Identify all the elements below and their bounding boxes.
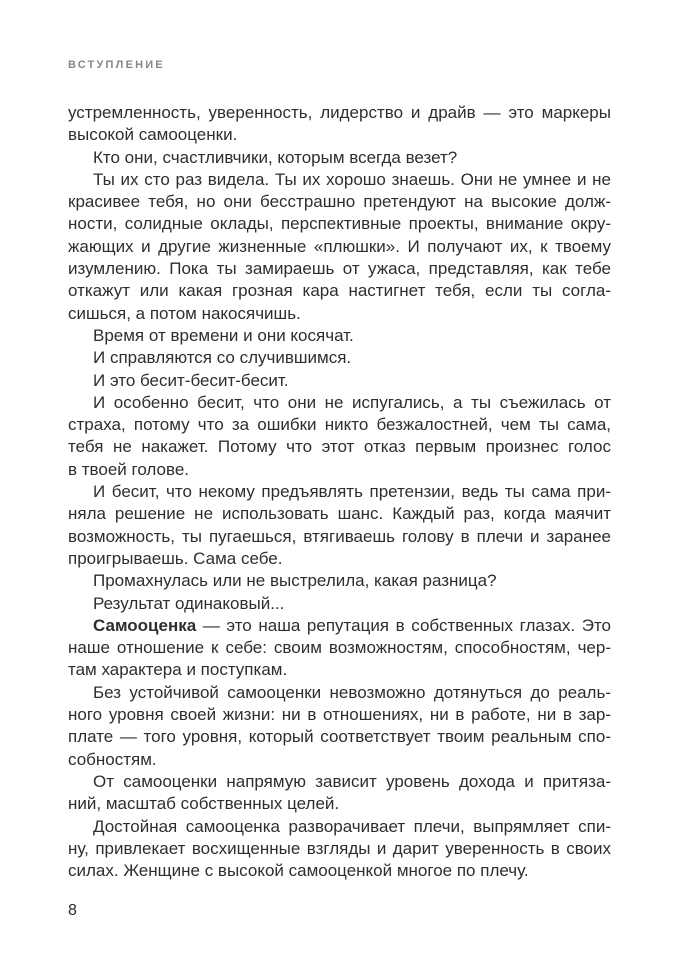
paragraph <box>68 771 611 816</box>
text-line: изумлению. Пока ты замираешь от ужаса, представляя, как тебе <box>68 259 611 279</box>
text-line: Результат одинаковый... <box>93 593 285 613</box>
running-head: ВСТУПЛЕНИЕ <box>68 59 165 71</box>
paragraph <box>68 169 611 325</box>
paragraph <box>68 325 611 347</box>
text-line: И справляются со случившимся. <box>93 348 352 368</box>
text-line: Кто они, счастливчики, которым всегда везет? <box>93 147 458 167</box>
paragraph <box>68 102 611 147</box>
text-line: откажут или какая грозная кара настигнет тебя, если ты согла- <box>68 281 611 301</box>
paragraph <box>68 570 611 592</box>
text-line: силах. Женщине с высокой самооценкой многое по плечу. <box>68 861 529 881</box>
text-line: там характера и поступкам. <box>68 660 288 680</box>
text-line: красивее тебя, но они бесстрашно претендуют на высокие долж- <box>68 192 611 212</box>
text-line: И особенно бесит, что они не испугались, а ты съежилась от <box>93 392 611 412</box>
paragraph <box>68 147 611 169</box>
paragraph <box>68 392 611 481</box>
text-line: Без устойчивой самооценки невозможно дотянуться до реаль- <box>93 682 611 702</box>
text-line: ности, солидные оклады, перспективные проекты, внимание окру- <box>68 214 611 234</box>
text-line: наше отношение к себе: своим возможностям, способностям, чер- <box>68 638 611 658</box>
text-line: Ты их сто раз видела. Ты их хорошо знаешь. Они не умнее и не <box>93 169 611 189</box>
paragraph <box>68 593 611 615</box>
paragraph <box>68 682 611 771</box>
paragraph <box>68 347 611 369</box>
text-line: И бесит, что некому предъявлять претензии, ведь ты сама при- <box>93 482 611 502</box>
bold-term: Самооценка <box>93 615 197 635</box>
text-line: плате — того уровня, который соответствует твоим реальным спо- <box>68 727 611 747</box>
text-line: сишься, а потом накосячишь. <box>68 303 301 323</box>
paragraph <box>68 615 611 682</box>
text-line: возможность, ты пугаешься, втягиваешь голову в плечи и заранее <box>68 526 611 546</box>
paragraph <box>68 370 611 392</box>
text-line: жающих и другие жизненные «плюшки». И получают их, к твоему <box>68 236 611 256</box>
page-number: 8 <box>68 902 77 919</box>
text-line: тебя не накажет. Потому что этот отказ первым произнес голос <box>68 437 611 457</box>
text-line: высокой самооценки. <box>68 125 238 145</box>
paragraph <box>68 481 611 570</box>
paragraph <box>68 816 611 883</box>
text-line: собностям. <box>68 749 157 769</box>
text-line: страха, потому что за ошибки никто безжалостней, чем ты сама, <box>68 415 611 435</box>
text-line: Достойная самооценка разворачивает плечи, выпрямляет спи- <box>93 816 611 836</box>
text-line: Промахнулась или не выстрелила, какая разница? <box>93 571 497 591</box>
text-line: И это бесит-бесит-бесит. <box>93 370 289 390</box>
text-line: Самооценка — это наша репутация в собственных глазах. Это <box>93 615 611 635</box>
text-line: От самооценки напрямую зависит уровень дохода и притяза- <box>93 771 611 791</box>
text-line: няла решение не использовать шанс. Каждый раз, когда маячит <box>68 504 611 524</box>
text-block <box>68 102 611 882</box>
text-line: устремленность, уверенность, лидерство и драйв — это маркеры <box>68 103 611 122</box>
text-line: в твоей голове. <box>68 459 190 479</box>
text-line: проигрываешь. Сама себе. <box>68 548 283 568</box>
text-line: ну, привлекает восхищенные взгляды и дарит уверенность в своих <box>68 838 611 858</box>
text-line: Время от времени и они косячат. <box>93 325 354 345</box>
text-line: ний, масштаб собственных целей. <box>68 794 340 814</box>
text-line: ного уровня своей жизни: ни в отношениях, ни в работе, ни в зар- <box>68 705 611 725</box>
